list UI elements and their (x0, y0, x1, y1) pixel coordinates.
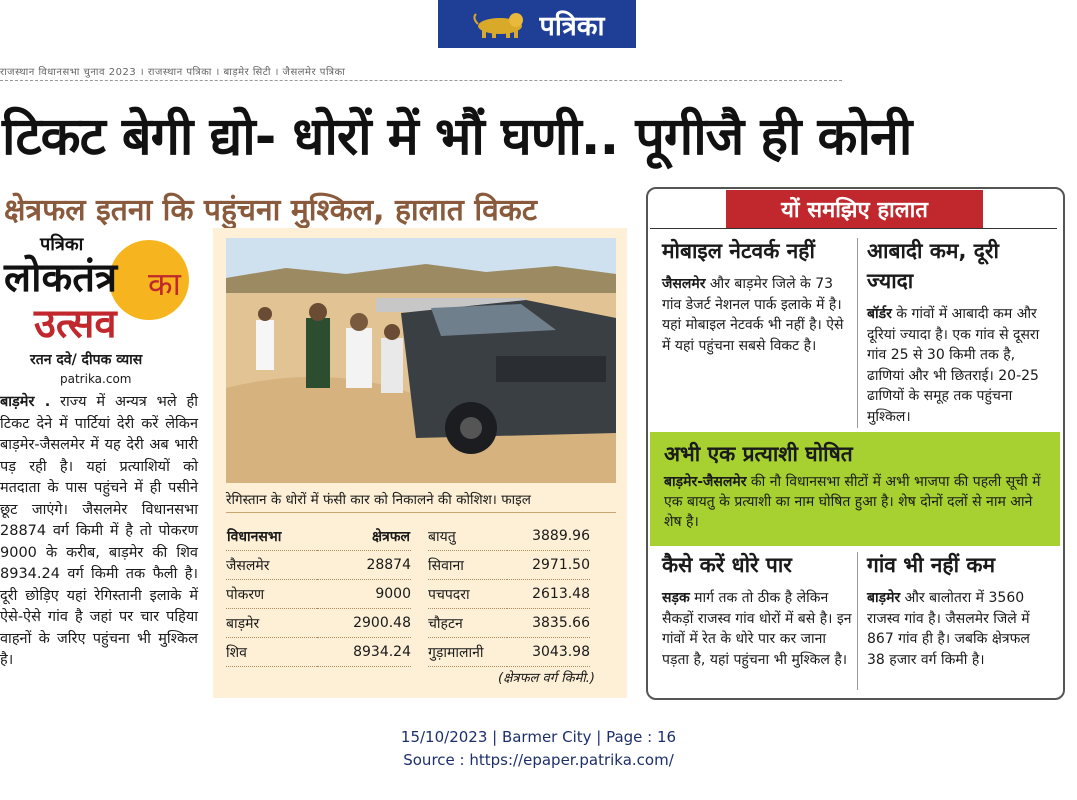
area-table-left (226, 522, 411, 667)
column-divider (857, 552, 858, 690)
photo-caption: रेगिस्तान के धोरों में फंसी कार को निकालने की कोशिश। फाइल (226, 492, 531, 508)
column-body (867, 304, 1047, 427)
logo-line-2: लोकतंत्र (4, 254, 118, 301)
column-text: और बालोतरा में 3560 राजस्व गांव है। जैसलमेर जिले में 867 गांव ही है। जबकि क्षेत्रफल 38 हजार वर्ग किमी है। (867, 590, 1030, 668)
constituency-name: गुड़ामालानी (428, 638, 507, 667)
table-row (226, 638, 411, 667)
photo-illustration (226, 238, 616, 483)
column-heading: गांव भी नहीं कम (867, 553, 996, 577)
column-divider (857, 238, 858, 428)
constituency-name: पोकरण (226, 580, 317, 609)
table-row (226, 609, 411, 638)
table-row (226, 580, 411, 609)
table-row (428, 580, 590, 609)
table-row (428, 609, 590, 638)
story-body (0, 392, 198, 672)
area-value: 3043.98 (507, 638, 590, 667)
caption-divider (226, 512, 616, 513)
column-text: के गांवों में आबादी कम और दूरियां ज्यादा है। एक गांव से दूसरा गांव 25 से 30 किमी तक है, ढाणियां और भी छितराई। 20-25 ढाणियों के समूह तक पहुंचना मुश्किल। (867, 306, 1040, 425)
explainer-title: यों समझिए हालात (726, 190, 983, 228)
column-heading: मोबाइल नेटवर्क नहीं (662, 239, 815, 263)
column-body (662, 274, 852, 356)
band-text: की नौ विधानसभा सीटों में अभी भाजपा की पहली सूची में एक बायतु के प्रत्याशी का नाम घोषित हुआ है। शेष दोनों दलों से नाम आने शेष है। (664, 474, 1041, 530)
constituency-name: बायतु (428, 522, 507, 551)
band-body (664, 472, 1050, 532)
area-table-right (428, 522, 590, 667)
story-text: राज्य में अन्यत्र भले ही टिकट देने में पार्टियां देरी करें लेकिन बाड़मेर-जैसलमेर में यह देरी अब भारी पड़ रही है। यहां प्रत्याशियों को मतदाता के पास पहुंचने में ही पसीने छूट जाएंगे। जैसलमेर विधानसभा 28874 वर्ग किमी में है तो पोकरण 9000 के करीब, बाड़मेर की शिव 8934.24 वर्ग किमी तक फैली है। दूरी छोड़िए यहां रेगिस्तानी इलाके में ऐसे-ऐसे गांव है जहां पर चार पहिया वाहनों के जरिए पहुंचना भी मुश्किल है। (0, 394, 198, 668)
desert-car-photo[interactable] (226, 238, 616, 483)
column-lead: सड़क (662, 590, 690, 606)
candidate-announced-band (650, 432, 1060, 546)
brand-name: पत्रिका (539, 10, 605, 42)
header-area: क्षेत्रफल (317, 522, 411, 551)
constituency-name: पचपदरा (428, 580, 507, 609)
headline: टिकट बेगी द्यो- धोरों में भौं घणी.. पूगीजै ही कोनी (2, 107, 912, 167)
table-row (428, 522, 590, 551)
constituency-name: सिवाना (428, 551, 507, 580)
loktantra-utsav-logo (4, 232, 189, 352)
site-url[interactable]: patrika.com (60, 372, 132, 386)
table-header-row (226, 522, 411, 551)
area-value: 2971.50 (507, 551, 590, 580)
villages-column (867, 550, 1047, 670)
logo-line-1: पत्रिका (40, 234, 84, 255)
masthead[interactable] (438, 0, 636, 48)
table-row (428, 551, 590, 580)
table-row (226, 551, 411, 580)
top-strip: राजस्थान विधानसभा चुनाव 2023 । राजस्थान पत्रिका । बाड़मेर सिटी । जैसलमेर पत्रिका (0, 67, 346, 78)
area-value: 3835.66 (507, 609, 590, 638)
band-lead: बाड़मेर-जैसलमेर (664, 474, 747, 490)
story-dateline: बाड़मेर . (0, 394, 51, 410)
mobile-network-column (662, 236, 852, 356)
header-constituency: विधानसभा (226, 522, 317, 551)
logo-line-2b: का (148, 265, 181, 303)
column-text: और बाड़मेर जिले के 73 गांव डेजर्ट नेशनल पार्क इलाके में है। यहां मोबाइल नेटवर्क भी नहीं है। ऐसे में यहां पहुंचना सबसे विकट है। (662, 276, 844, 354)
column-body (662, 588, 852, 670)
band-heading: अभी एक प्रत्याशी घोषित (664, 442, 853, 466)
population-column (867, 236, 1047, 427)
constituency-name: बाड़मेर (226, 609, 317, 638)
column-heading: कैसे करें धोरे पार (662, 553, 792, 577)
area-value: 28874 (317, 551, 411, 580)
constituency-name: जैसलमेर (226, 551, 317, 580)
table-row (428, 638, 590, 667)
footer-date-edition: 15/10/2023 | Barmer City | Page : 16 (400, 728, 677, 746)
area-value: 8934.24 (317, 638, 411, 667)
top-divider (0, 80, 842, 81)
area-value: 2900.48 (317, 609, 411, 638)
column-lead: जैसलमेर (662, 276, 706, 292)
explainer-title-rule (650, 228, 1057, 229)
area-value: 3889.96 (507, 522, 590, 551)
constituency-name: चौहटन (428, 609, 507, 638)
footer-source[interactable]: Source : https://epaper.patrika.com/ (403, 751, 674, 769)
logo-line-3: उत्सव (34, 300, 117, 347)
column-lead: बाड़मेर (867, 590, 901, 606)
subhead: क्षेत्रफल इतना कि पहुंचना मुश्किल, हालात विकट (4, 193, 537, 228)
column-heading: आबादी कम, दूरी ज्यादा (867, 239, 999, 293)
column-text: मार्ग तक तो ठीक है लेकिन सैकड़ों राजस्व गांव धोरों में बसे है। इन गांवों में रेत के धोरे पार कर जाना पड़ता है, यहां पहुंचना भी मुश्किल है। (662, 590, 852, 668)
dune-crossing-column (662, 550, 852, 670)
area-value: 9000 (317, 580, 411, 609)
constituency-name: शिव (226, 638, 317, 667)
byline: रतन दवे/ दीपक व्यास (30, 352, 143, 368)
area-value: 2613.48 (507, 580, 590, 609)
column-lead: बॉर्डर (867, 306, 892, 322)
lion-icon (470, 10, 530, 38)
column-body (867, 588, 1047, 670)
unit-note: (क्षेत्रफल वर्ग किमी.) (498, 671, 595, 686)
